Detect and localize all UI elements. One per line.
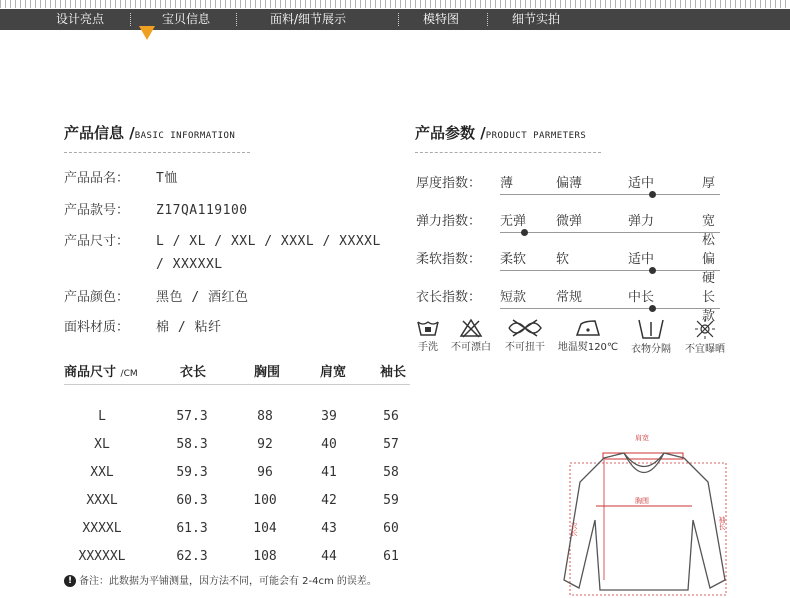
size-col-shoulder: 肩宽	[320, 365, 347, 380]
param-level: 薄	[500, 176, 514, 191]
care-separate: 衣物分隔	[626, 318, 676, 355]
no-wring-icon	[506, 318, 544, 338]
warning-icon: !	[64, 575, 76, 587]
size-cell-label: XXXXXL	[78, 549, 126, 564]
size-col-chest: 胸围	[254, 365, 281, 380]
param-row	[416, 286, 716, 324]
size-cell-value: 100	[253, 493, 277, 508]
nav-divider	[236, 13, 237, 26]
param-level: 短款	[500, 290, 527, 305]
nav-divider	[487, 13, 488, 26]
size-cell-value: 42	[321, 493, 337, 508]
size-cell-value: 61.3	[176, 521, 208, 536]
info-row-sizes: 产品尺寸： L / XL / XXL / XXXL / XXXXL	[64, 234, 381, 249]
care-no-wring: 不可扭干	[500, 318, 550, 353]
param-scale-line	[500, 232, 720, 233]
nav-fabric-details[interactable]: 面料/细节展示	[270, 12, 347, 26]
param-level: 适中	[628, 176, 655, 191]
param-level: 偏硬	[702, 252, 716, 286]
param-row	[416, 172, 716, 194]
info-row-style-number: 产品款号： Z17QA119100	[64, 203, 248, 218]
size-cell-value: 88	[257, 409, 273, 424]
param-scale-line	[500, 308, 720, 309]
no-bleach-icon	[459, 318, 483, 338]
size-cell-value: 58.3	[176, 437, 208, 452]
param-level: 微弹	[556, 214, 583, 229]
param-selected-dot	[649, 267, 656, 274]
param-selected-dot	[649, 191, 656, 198]
param-label: 衣长指数：	[416, 290, 482, 305]
size-cell-value: 108	[253, 549, 277, 564]
param-level: 中长	[628, 290, 655, 305]
param-level: 软	[556, 252, 570, 267]
size-cell-label: XXXL	[86, 493, 118, 508]
size-cell-value: 44	[321, 549, 337, 564]
size-col-sleeve: 袖长	[380, 365, 407, 380]
info-row-name: 产品品名： T恤	[64, 171, 178, 186]
top-chain-border	[0, 0, 790, 8]
care-hand-wash: 手洗	[414, 318, 442, 353]
diagram-sleeve-label: 袖长	[718, 516, 726, 530]
no-sun-icon	[694, 318, 716, 340]
param-level: 偏薄	[556, 176, 583, 191]
size-cell-value: 96	[257, 465, 273, 480]
param-label: 厚度指数：	[416, 176, 482, 191]
size-cell-label: XXXXL	[82, 521, 122, 536]
param-level: 适中	[628, 252, 655, 267]
separate-wash-icon	[637, 318, 665, 340]
nav-product-info[interactable]: 宝贝信息	[162, 12, 211, 26]
param-row	[416, 248, 716, 286]
nav-active-arrow	[139, 26, 155, 40]
nav-bar	[0, 9, 790, 30]
size-cell-value: 41	[321, 465, 337, 480]
shirt-diagram	[560, 430, 738, 598]
param-level: 弹力	[628, 214, 655, 229]
size-col-length: 衣长	[180, 365, 207, 380]
diagram-length-label: 衣长	[570, 522, 578, 536]
param-level: 长款	[702, 290, 716, 324]
diagram-shoulder-label: 肩宽	[635, 434, 649, 442]
info-row-sizes-cont: / XXXXXL	[156, 257, 223, 272]
param-row	[416, 210, 716, 248]
size-table-divider	[64, 384, 410, 385]
measurement-note: ! 备注：此数据为平铺测量，因方法不同，可能会有 2-4cm 的误差。	[64, 572, 377, 587]
param-level: 厚	[702, 176, 716, 191]
size-cell-value: 40	[321, 437, 337, 452]
size-cell-value: 58	[383, 465, 399, 480]
param-scale-line	[500, 194, 720, 195]
iron-icon	[573, 318, 603, 338]
size-cell-value: 56	[383, 409, 399, 424]
param-scale-line	[500, 270, 720, 271]
info-row-colors: 产品颜色： 黑色 / 酒红色	[64, 290, 249, 305]
nav-design-highlights[interactable]: 设计亮点	[56, 12, 105, 26]
param-level: 无弹	[500, 214, 527, 229]
params-title: 产品参数 /PRODUCT PARMETERS	[415, 124, 587, 142]
param-label: 柔软指数：	[416, 252, 482, 267]
info-row-material: 面料材质： 棉 / 粘纤	[64, 320, 222, 335]
nav-detail-photos[interactable]: 细节实拍	[512, 12, 561, 26]
param-level: 柔软	[500, 252, 527, 267]
diagram-chest-label: 胸围	[635, 497, 649, 505]
size-cell-value: 61	[383, 549, 399, 564]
size-cell-label: XL	[94, 437, 110, 452]
nav-divider	[130, 13, 131, 26]
care-no-sun: 不宜曝晒	[680, 318, 730, 355]
size-cell-value: 60	[383, 521, 399, 536]
param-level: 宽松	[702, 214, 716, 248]
size-cell-value: 104	[253, 521, 277, 536]
nav-model-photos[interactable]: 模特图	[423, 12, 460, 26]
size-cell-label: XXL	[90, 465, 114, 480]
size-cell-value: 43	[321, 521, 337, 536]
param-selected-dot	[649, 305, 656, 312]
size-cell-label: L	[98, 409, 106, 424]
params-divider	[415, 152, 601, 153]
size-cell-value: 62.3	[176, 549, 208, 564]
size-cell-value: 39	[321, 409, 337, 424]
size-cell-value: 60.3	[176, 493, 208, 508]
care-no-bleach: 不可漂白	[446, 318, 496, 353]
size-cell-value: 59.3	[176, 465, 208, 480]
param-level: 常规	[556, 290, 583, 305]
hand-wash-icon	[416, 318, 440, 338]
info-divider	[64, 152, 250, 153]
size-cell-value: 57.3	[176, 409, 208, 424]
param-label: 弹力指数：	[416, 214, 482, 229]
param-selected-dot	[521, 229, 528, 236]
size-cell-value: 92	[257, 437, 273, 452]
care-iron-low: 地温熨120℃	[556, 318, 620, 353]
nav-divider	[398, 13, 399, 26]
size-table-title: 商品尺寸 /CM	[64, 365, 138, 380]
info-title: 产品信息 /BASIC INFORMATION	[64, 124, 236, 142]
size-cell-value: 57	[383, 437, 399, 452]
size-cell-value: 59	[383, 493, 399, 508]
